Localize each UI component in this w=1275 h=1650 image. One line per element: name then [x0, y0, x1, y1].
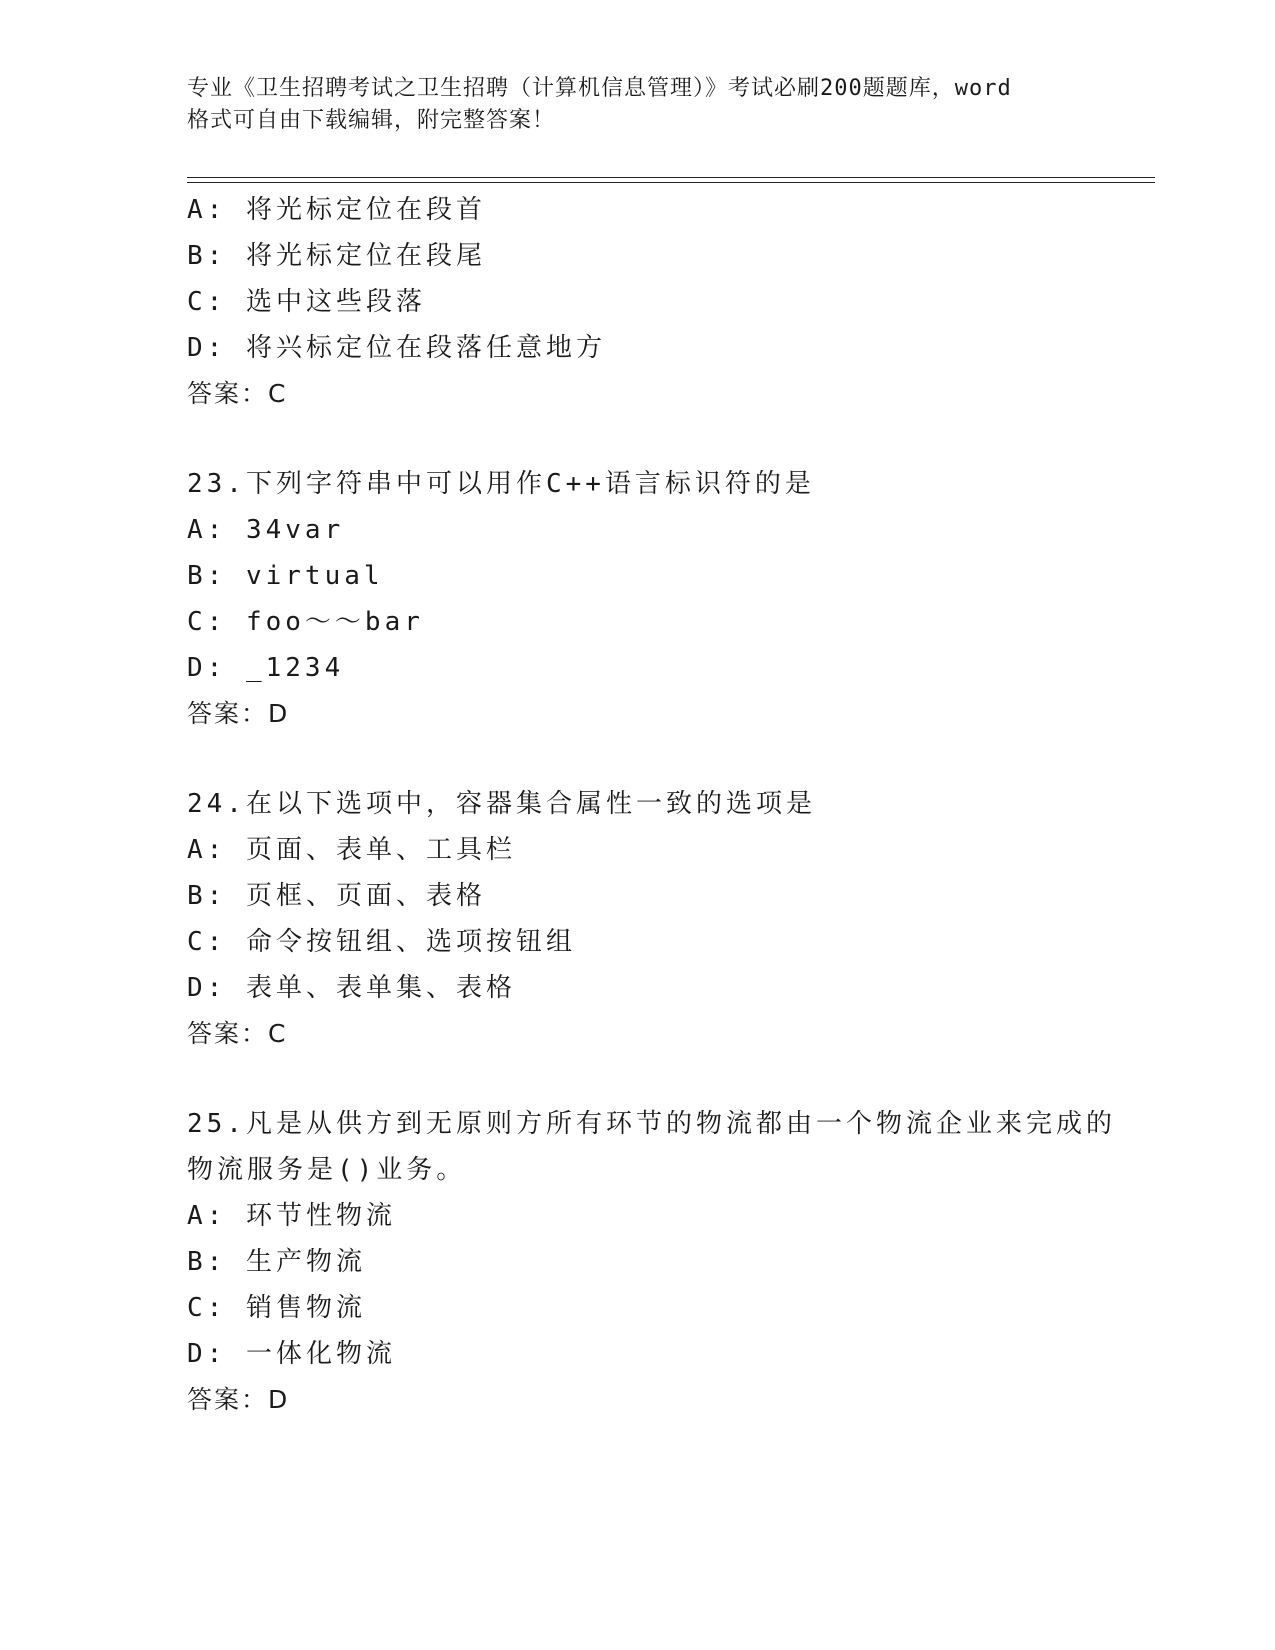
- option-d: D: 将兴标定位在段落任意地方: [187, 333, 606, 363]
- question-title-line-1: 25.凡是从供方到无原则方所有环节的物流都由一个物流企业来完成的: [187, 1109, 1116, 1139]
- option-c: C: 选中这些段落: [187, 287, 426, 317]
- option-b: B: 生产物流: [187, 1247, 366, 1277]
- answer-line: 答案：C: [187, 1019, 288, 1048]
- question-title: 24.在以下选项中，容器集合属性一致的选项是: [187, 789, 816, 819]
- option-d: D: 表单、表单集、表格: [187, 973, 516, 1003]
- option-d: D: _1234: [187, 653, 345, 683]
- answer-line: 答案：C: [187, 379, 288, 408]
- question-title: 23.下列字符串中可以用作C++语言标识符的是: [187, 469, 815, 499]
- header-line-2: 格式可自由下载编辑，附完整答案！: [187, 108, 556, 133]
- header-line-1: 专业《卫生招聘考试之卫生招聘（计算机信息管理）》考试必刷200题题库，word: [187, 76, 1012, 101]
- document-header: [187, 73, 1087, 137]
- answer-line: 答案：D: [187, 1385, 290, 1414]
- option-a: A: 页面、表单、工具栏: [187, 835, 516, 865]
- option-a: A: 环节性物流: [187, 1201, 396, 1231]
- option-a: A: 将光标定位在段首: [187, 195, 486, 225]
- option-c: C: 销售物流: [187, 1293, 366, 1323]
- option-c: C: 命令按钮组、选项按钮组: [187, 927, 576, 957]
- document-page: [187, 0, 1157, 1650]
- question-block-24: [187, 781, 1155, 1057]
- question-title-line-2: 物流服务是()业务。: [187, 1155, 467, 1185]
- question-block-prev: [187, 187, 1155, 417]
- answer-line: 答案：D: [187, 699, 290, 728]
- option-b: B: 将光标定位在段尾: [187, 241, 486, 271]
- option-b: B: 页框、页面、表格: [187, 881, 486, 911]
- question-block-25: [187, 1101, 1155, 1423]
- question-block-23: [187, 461, 1155, 737]
- option-a: A: 34var: [187, 515, 345, 545]
- header-divider: [187, 177, 1155, 183]
- option-c: C: foo～～bar: [187, 607, 424, 637]
- option-b: B: virtual: [187, 561, 384, 591]
- question-list: [187, 187, 1155, 1423]
- option-d: D: 一体化物流: [187, 1339, 396, 1369]
